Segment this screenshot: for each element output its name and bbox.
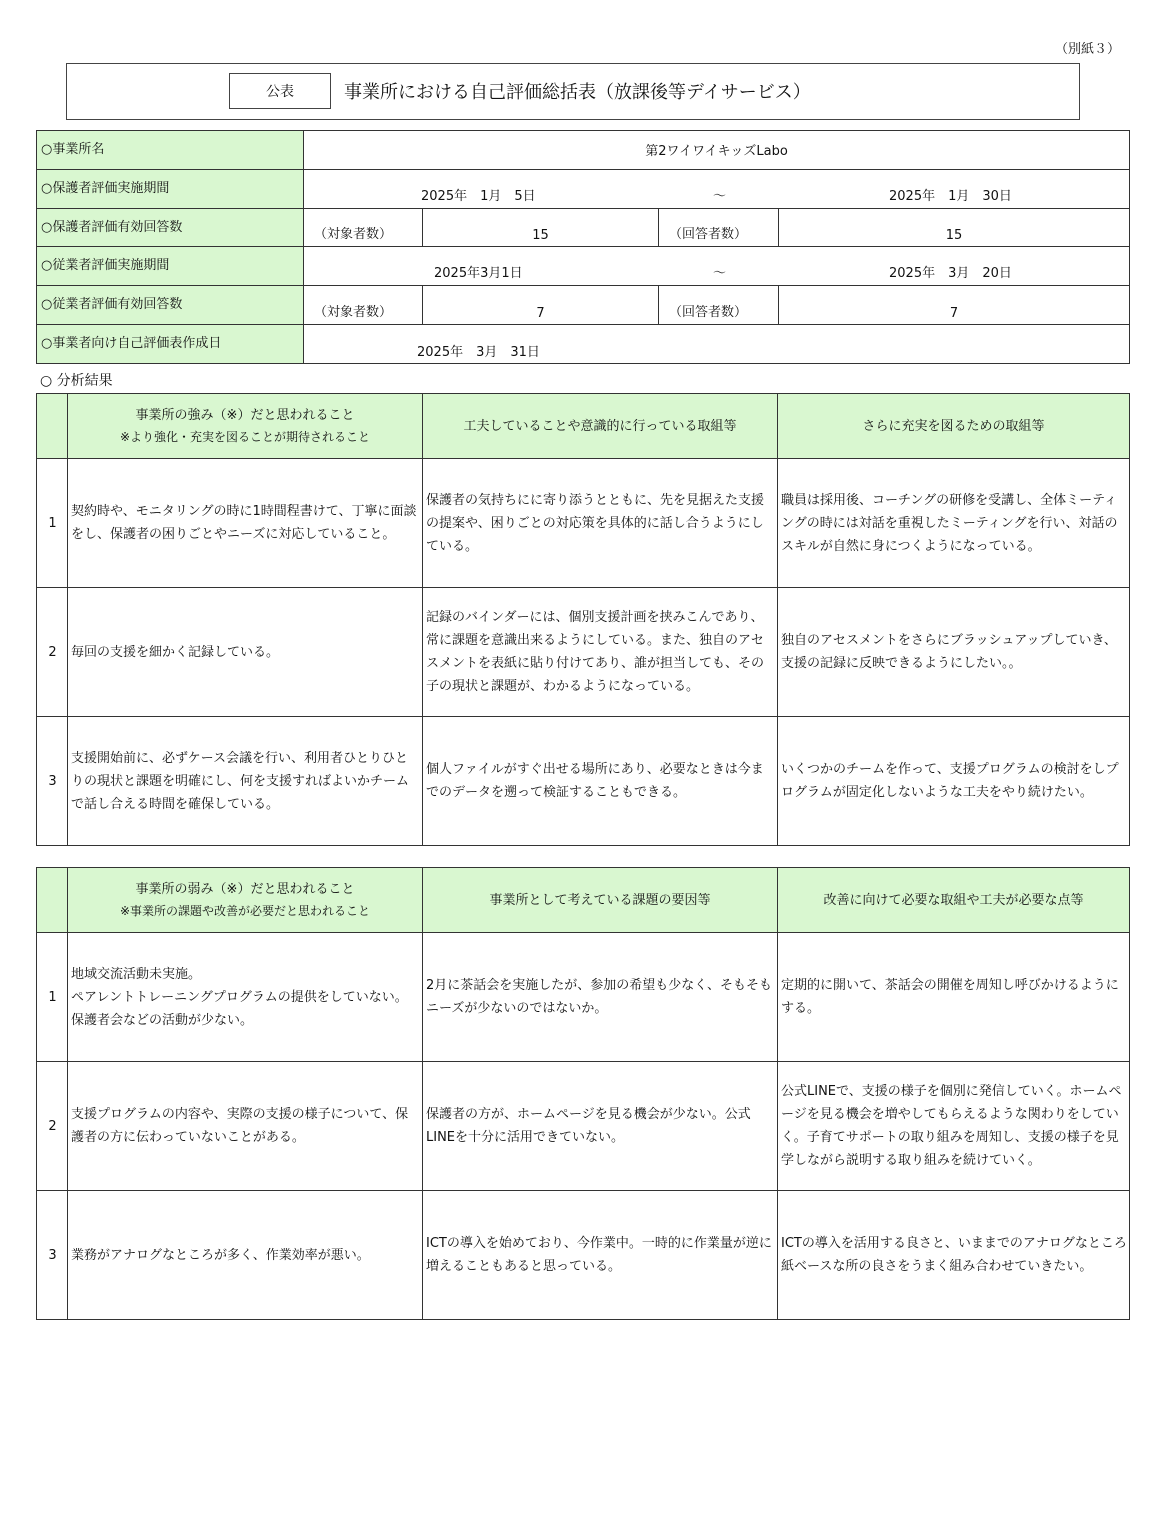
enhancement-cell: 職員は採用後、コーチングの研修を受講し、全体ミーティングの時には対話を重視したミーティングを行い、対話のスキルが自然に身につくようになっている。 bbox=[778, 459, 1130, 588]
num-header bbox=[37, 868, 68, 933]
parent-answer-label: （回答者数） bbox=[659, 208, 779, 247]
cause-cell: 2月に茶話会を実施したが、参加の希望も少なく、そもそもニーズが少ないのではないか。 bbox=[423, 933, 778, 1062]
info-row-parent-period bbox=[37, 169, 1130, 208]
parent-period-cell bbox=[304, 169, 1130, 208]
effort-cell: 保護者の気持ちにに寄り添うとともに、先を見据えた支援の提案や、困りごとの対応策を具体的に話し合うようにしている。 bbox=[423, 459, 778, 588]
row-number: 3 bbox=[37, 717, 68, 846]
weaknesses-col3-header: 改善に向けて必要な取組や工夫が必要な点等 bbox=[778, 868, 1130, 933]
row-number: 1 bbox=[37, 459, 68, 588]
parent-answer-value: 15 bbox=[779, 208, 1130, 247]
strengths-col1-title: 事業所の強み（※）だと思われること bbox=[135, 408, 355, 423]
parent-period-label: ○保護者評価実施期間 bbox=[37, 169, 304, 208]
parent-period-tilde: ～ bbox=[713, 188, 727, 204]
office-name-label: ○事業所名 bbox=[37, 131, 304, 170]
attachment-note: （別紙３） bbox=[1054, 42, 1120, 57]
enhancement-cell: 独自のアセスメントをさらにブラッシュアップしていき、支援の記録に反映できるようにしたい。。 bbox=[778, 588, 1130, 717]
weaknesses-col1-title: 事業所の弱み（※）だと思われること bbox=[135, 882, 355, 897]
effort-cell: 個人ファイルがすぐ出せる場所にあり、必要なときは今までのデータを遡って検証することもできる。 bbox=[423, 717, 778, 846]
strength-cell: 毎回の支援を細かく記録している。 bbox=[68, 588, 423, 717]
enhancement-cell: いくつかのチームを作って、支援プログラムの検討をしプログラムが固定化しないような工夫をやり続けたい。 bbox=[778, 717, 1130, 846]
strengths-col3-header: さらに充実を図るための取組等 bbox=[778, 394, 1130, 459]
weaknesses-col1-note: ※事業所の課題や改善が必要だと思われること bbox=[119, 904, 371, 918]
staff-responses-label: ○従業者評価有効回答数 bbox=[37, 286, 304, 325]
weaknesses-table bbox=[36, 867, 1130, 1320]
strengths-table bbox=[36, 393, 1130, 846]
created-date-cell bbox=[304, 325, 1130, 364]
page-title: 事業所における自己評価総括表（放課後等デイサービス） bbox=[344, 82, 811, 103]
parent-period-end: 2025年 1月 30日 bbox=[889, 188, 1012, 204]
table-row bbox=[37, 459, 1130, 588]
parent-target-label: （対象者数） bbox=[304, 208, 423, 247]
strength-cell: 支援開始前に、必ずケース会議を行い、利用者ひとりひとりの現状と課題を明確にし、何を支援すればよいかチームで話し合える時間を確保している。 bbox=[68, 717, 423, 846]
parent-responses-label: ○保護者評価有効回答数 bbox=[37, 208, 304, 247]
weaknesses-col2-header: 事業所として考えている課題の要因等 bbox=[423, 868, 778, 933]
title-box bbox=[66, 63, 1080, 120]
staff-answer-label: （回答者数） bbox=[659, 286, 779, 325]
weaknesses-header-row bbox=[37, 868, 1130, 933]
row-number: 2 bbox=[37, 588, 68, 717]
table-row bbox=[37, 1191, 1130, 1320]
table-row bbox=[37, 588, 1130, 717]
staff-answer-value: 7 bbox=[779, 286, 1130, 325]
office-name-value: 第2ワイワイキッズLabo bbox=[304, 131, 1130, 170]
staff-period-tilde: ～ bbox=[713, 266, 727, 282]
analysis-results-heading: ○ 分析結果 bbox=[40, 373, 113, 389]
office-info-table bbox=[36, 130, 1130, 364]
staff-period-cell bbox=[304, 247, 1130, 286]
info-row-staff-period bbox=[37, 247, 1130, 286]
info-row-staff-responses bbox=[37, 286, 1130, 325]
info-row-parent-responses bbox=[37, 208, 1130, 247]
cause-cell: 保護者の方が、ホームページを見る機会が少ない。公式LINEを十分に活用できていない。 bbox=[423, 1062, 778, 1191]
weakness-cell: 支援プログラムの内容や、実際の支援の様子について、保護者の方に伝わっていないことがある。 bbox=[68, 1062, 423, 1191]
row-number: 1 bbox=[37, 933, 68, 1062]
public-badge: 公表 bbox=[229, 73, 331, 109]
table-row bbox=[37, 933, 1130, 1062]
improvement-cell: 公式LINEで、支援の様子を個別に発信していく。ホームページを見る機会を増やしてもらえるような関わりをしていく。子育てサポートの取り組みを周知し、支援の様子を見学しながら説明する取り組みを続けていく。 bbox=[778, 1062, 1130, 1191]
num-header bbox=[37, 394, 68, 459]
weakness-cell: 業務がアナログなところが多く、作業効率が悪い。 bbox=[68, 1191, 423, 1320]
info-row-office bbox=[37, 131, 1130, 170]
weaknesses-col1-header bbox=[68, 868, 423, 933]
effort-cell: 記録のバインダーには、個別支援計画を挟みこんであり、常に課題を意識出来るようにしている。また、独自のアセスメントを表紙に貼り付けてあり、誰が担当しても、その子の現状と課題が、わかるようになっている。 bbox=[423, 588, 778, 717]
staff-target-value: 7 bbox=[423, 286, 659, 325]
weakness-cell: 地域交流活動未実施。 ペアレントトレーニングプログラムの提供をしていない。保護者会などの活動が少ない。 bbox=[68, 933, 423, 1062]
row-number: 2 bbox=[37, 1062, 68, 1191]
parent-period-start: 2025年 1月 5日 bbox=[421, 188, 536, 204]
strengths-col1-header bbox=[68, 394, 423, 459]
strength-cell: 契約時や、モニタリングの時に1時間程書けて、丁寧に面談をし、保護者の困りごとやニーズに対応していること。 bbox=[68, 459, 423, 588]
info-row-created bbox=[37, 325, 1130, 364]
staff-target-label: （対象者数） bbox=[304, 286, 423, 325]
strengths-header-row bbox=[37, 394, 1130, 459]
row-number: 3 bbox=[37, 1191, 68, 1320]
table-row bbox=[37, 717, 1130, 846]
strengths-col1-note: ※より強化・充実を図ることが期待されること bbox=[119, 430, 371, 444]
staff-period-label: ○従業者評価実施期間 bbox=[37, 247, 304, 286]
created-date-label: ○事業者向け自己評価表作成日 bbox=[37, 325, 304, 364]
improvement-cell: ICTの導入を活用する良さと、いままでのアナログなところ紙ベースな所の良さをうまく組み合わせていきたい。 bbox=[778, 1191, 1130, 1320]
strengths-col2-header: 工夫していることや意識的に行っている取組等 bbox=[423, 394, 778, 459]
created-date-value: 2025年 3月 31日 bbox=[417, 345, 540, 361]
cause-cell: ICTの導入を始めており、今作業中。一時的に作業量が逆に増えることもあると思っている。 bbox=[423, 1191, 778, 1320]
table-row bbox=[37, 1062, 1130, 1191]
staff-period-end: 2025年 3月 20日 bbox=[889, 266, 1012, 282]
parent-target-value: 15 bbox=[423, 208, 659, 247]
staff-period-start: 2025年3月1日 bbox=[434, 266, 523, 282]
improvement-cell: 定期的に開いて、茶話会の開催を周知し呼びかけるようにする。 bbox=[778, 933, 1130, 1062]
